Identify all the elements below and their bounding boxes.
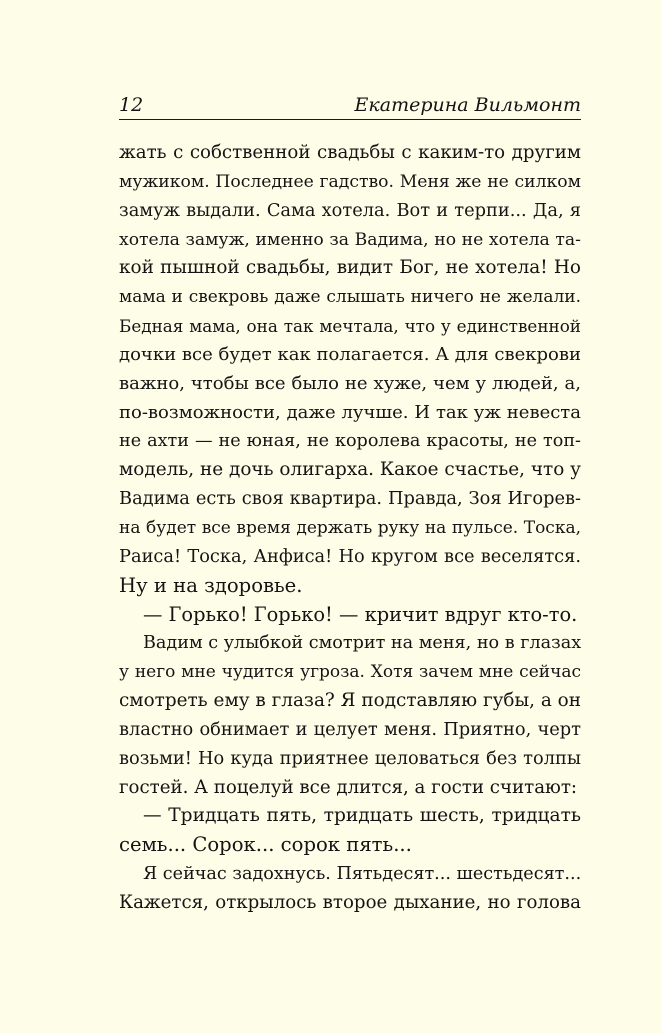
text-line: мужиком. Последнее гадство. Меня же не силком (119, 171, 581, 192)
text-line: властно обнимает и целует меня. Приятно, черт (119, 718, 581, 740)
text-line: семь... Сорок... сорок пять... (119, 833, 412, 857)
text-line: гостей. А поцелуй все длится, а гости считают: (119, 776, 578, 798)
text-line: у него мне чудится угроза. Хотя зачем мне сейчас (119, 662, 581, 683)
text-line: модель, не дочь олигарха. Какое счастье, что у (119, 459, 581, 481)
text-line: дочки все будет как полагается. А для свекрови (119, 343, 581, 365)
text-line: хотела замуж, именно за Вадима, но не хотела та- (119, 229, 581, 250)
text-line: не ахти — не юная, не королева красоты, не топ- (119, 431, 581, 452)
text-line: — Тридцать пять, тридцать шесть, тридцать (143, 805, 581, 827)
text-line: важно, чтобы все было не хуже, чем у людей, а, (119, 372, 581, 394)
text-line: Раиса! Тоска, Анфиса! Но кругом все веселятся. (119, 545, 581, 567)
text-line: мама и свекровь даже слышать ничего не желали. (119, 287, 581, 308)
text-line: Я сейчас задохнусь. Пятьдесят... шестьдесят... (143, 864, 582, 885)
text-line: Кажется, открылось второе дыхание, но голова (119, 891, 581, 913)
text-line: Вадим с улыбкой смотрит на меня, но в глазах (143, 633, 582, 654)
text-line: на будет все время держать руку на пульсе. Тоска, (119, 517, 581, 538)
text-line: Вадима есть своя квартира. Правда, Зоя Игорев- (119, 488, 581, 510)
text-line: замуж выдали. Сама хотела. Вот и терпи... Да, я (119, 199, 581, 221)
text-line: смотреть ему в глаза? Я подставляю губы, а он (119, 690, 581, 712)
running-header (119, 93, 581, 120)
text-line: возьми! Но куда приятнее целоваться без толпы (119, 747, 581, 769)
text-line: Ну и на здоровье. (119, 573, 303, 597)
text-line: жать с собственной свадьбы с каким-то другим (119, 142, 581, 163)
text-line: кой пышной свадьбы, видит Бог, не хотела! Но (119, 257, 581, 279)
body-text (119, 139, 581, 918)
running-header-author: Екатерина Вильмонт (354, 94, 581, 116)
text-line: по-возможности, даже лучше. И так уж невеста (119, 401, 581, 423)
text-line: — Горько! Горько! — кричит вдруг кто-то. (143, 602, 578, 626)
page-number: 12 (119, 94, 144, 116)
text-line: Бедная мама, она так мечтала, что у единственной (119, 316, 581, 337)
